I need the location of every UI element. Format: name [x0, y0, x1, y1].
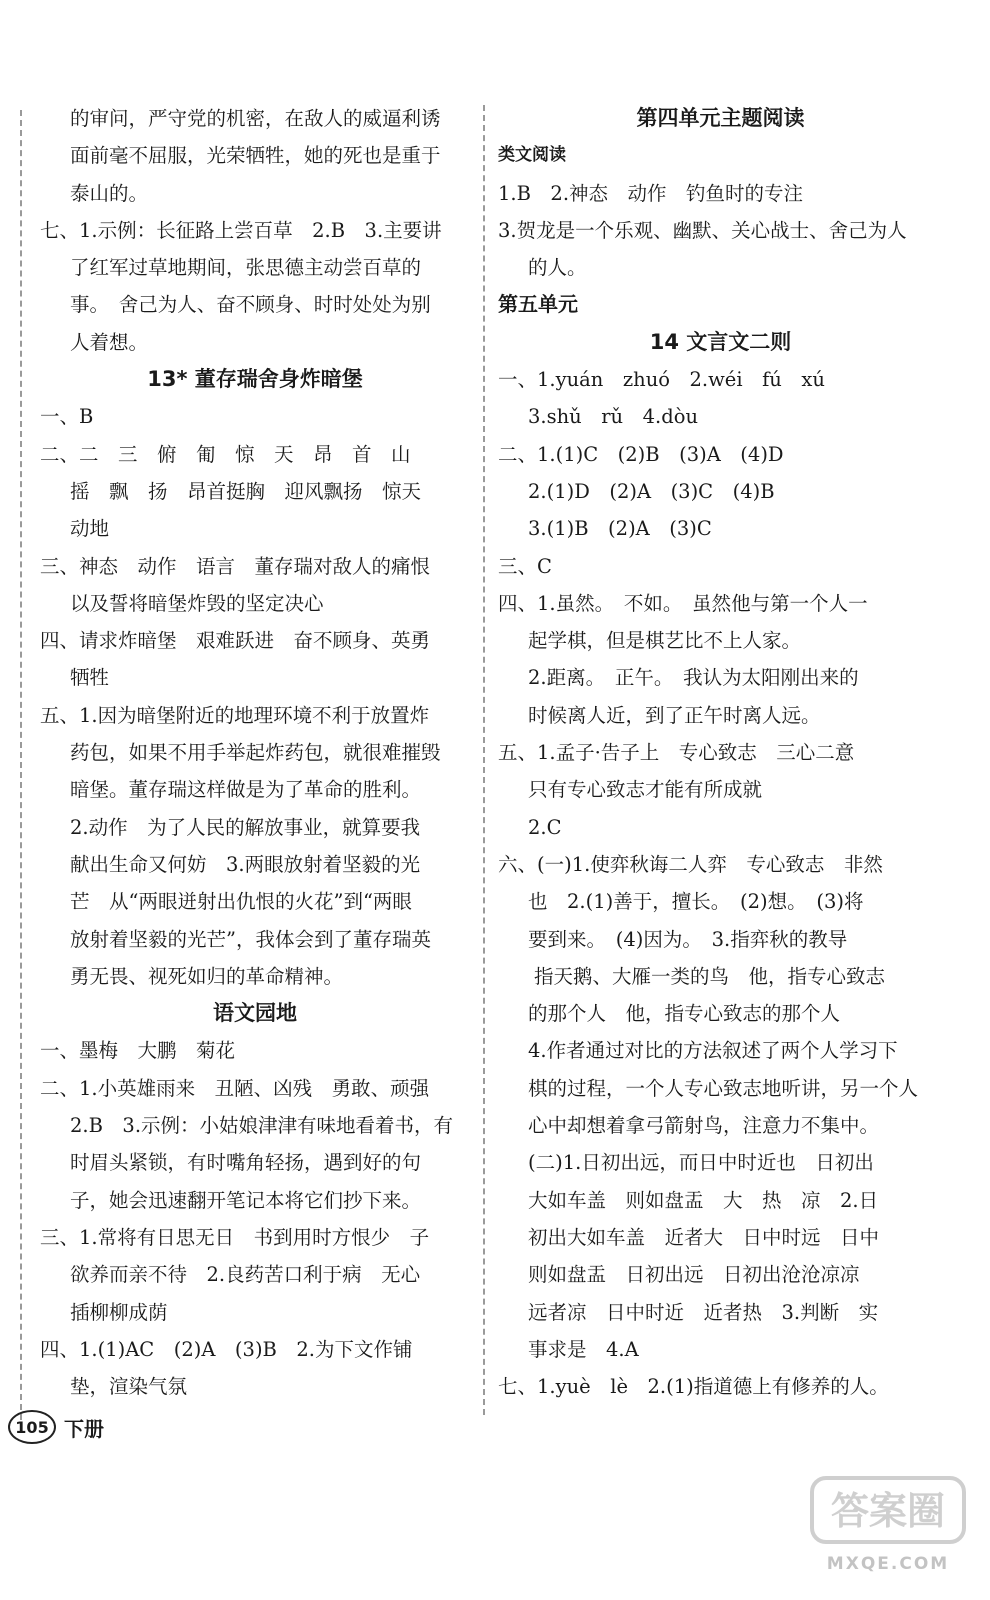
- unit-heading: 第五单元: [498, 292, 578, 317]
- answer-line: 3.贺龙是一个乐观、幽默、关心战士、舍己为人: [498, 218, 907, 242]
- answer-line: 远者凉 日中时近 近者热 3.判断 实: [528, 1300, 879, 1324]
- answer-line: 子，她会迅速翻开笔记本将它们抄下来。: [70, 1188, 422, 1212]
- answer-line: 的那个人 他，指专心致志的那个人: [528, 1002, 841, 1026]
- answer-line: 泰山的。: [70, 181, 149, 205]
- answer-line: 2.(1)D (2)A (3)C (4)B: [528, 479, 775, 503]
- site-watermark: [808, 1470, 968, 1574]
- answer-line: 二、1.(1)C (2)B (3)A (4)D: [498, 442, 784, 466]
- answer-line: 棋的过程，一个人专心致志地听讲，另一个人: [528, 1076, 919, 1100]
- answer-line: 暗堡。董存瑞这样做是为了革命的胜利。: [70, 778, 422, 802]
- answer-line: 2.动作 为了人民的解放事业，就算要我: [70, 815, 421, 839]
- page-number: 105: [15, 1417, 49, 1437]
- answer-line: 则如盘盂 日初出远 日初出沧沧凉凉: [528, 1263, 860, 1287]
- answer-line: 摇 飘 扬 昂首挺胸 迎风飘扬 惊天: [70, 479, 422, 503]
- watermark-logo-text: 答案圈: [830, 1489, 946, 1533]
- answer-line: 四、请求炸暗堡 艰难跃进 奋不顾身、英勇: [40, 629, 431, 653]
- answer-line: 大如车盖 则如盘盂 大 热 凉 2.日: [528, 1188, 879, 1212]
- answer-line: 插柳柳成荫: [70, 1300, 168, 1324]
- answer-line: 面前毫不屈服，光荣牺牲，她的死也是重于: [70, 144, 441, 168]
- answer-line: 三、1.常将有日思无日 书到用时方恨少 子: [40, 1225, 430, 1249]
- section-title: 语文园地: [213, 1001, 297, 1026]
- right-column: [498, 100, 943, 1405]
- answer-line: 事求是 4.A: [528, 1337, 639, 1361]
- answer-line: 1.B 2.神态 动作 钓鱼时的专注: [498, 181, 804, 205]
- answer-line: 一、墨梅 大鹏 菊花: [40, 1039, 236, 1063]
- answer-line: 五、1.孟子·告子上 专心致志 三心二意: [498, 741, 855, 765]
- answer-line: 人着想。: [70, 330, 149, 354]
- answer-line: 三、C: [498, 554, 552, 578]
- answer-line: 牺牲: [70, 666, 110, 690]
- section-title: 第四单元主题阅读: [636, 106, 805, 130]
- answer-line: 3.(1)B (2)A (3)C: [528, 517, 712, 541]
- answer-line: 事。 舍己为人、奋不顾身、时时处处为别: [70, 293, 431, 317]
- answer-line: 以及誓将暗堡炸毁的坚定决心: [70, 591, 324, 615]
- answer-line: 2.C: [528, 815, 562, 839]
- answer-line: 2.B 3.示例：小姑娘津津有味地看着书，有: [70, 1114, 454, 1138]
- answer-line: 四、1.(1)AC (2)A (3)B 2.为下文作铺: [40, 1337, 413, 1361]
- answer-line: 一、B: [40, 405, 94, 429]
- answer-line: 勇无畏、视死如归的革命精神。: [70, 964, 344, 988]
- answer-line: 时眉头紧锁，有时嘴角轻扬，遇到好的句: [70, 1151, 422, 1175]
- answer-line: 只有专心致志才能有所成就: [528, 778, 763, 802]
- answer-line: 2.距离。 正午。 我认为太阳刚出来的: [528, 666, 859, 690]
- answer-line: 了红军过草地期间，张思德主动尝百草的: [70, 256, 422, 280]
- volume-label: 下册: [64, 1416, 104, 1441]
- page-number-badge: [8, 1410, 56, 1444]
- answer-line: 初出大如车盖 近者大 日中时远 日中: [528, 1225, 880, 1249]
- watermark-logo-icon: [808, 1470, 968, 1550]
- answer-line: 二、二 三 俯 匍 惊 天 昂 首 山: [40, 442, 411, 466]
- section-title: 13* 董存瑞舍身炸暗堡: [147, 367, 363, 392]
- binding-margin-line: [20, 110, 22, 1420]
- answer-line: 献出生命又何妨 3.两眼放射着坚毅的光: [70, 852, 421, 876]
- answer-line: 垫，渲染气氛: [70, 1375, 188, 1399]
- answer-line: 二、1.小英雄雨来 丑陋、凶残 勇敢、顽强: [40, 1076, 430, 1100]
- answer-line: 放射着坚毅的光芒”，我体会到了董存瑞英: [70, 927, 431, 951]
- answer-line: 欲养而亲不待 2.良药苦口利于病 无心: [70, 1263, 421, 1287]
- left-column: [40, 100, 470, 1405]
- answer-line: 六、(一)1.使弈秋诲二人弈 专心致志 非然: [498, 852, 883, 876]
- answer-line: 心中却想着拿弓箭射鸟，注意力不集中。: [528, 1114, 880, 1138]
- section-title: 14 文言文二则: [649, 329, 792, 354]
- answer-line: 四、1.虽然。 不如。 虽然他与第一个人一: [498, 591, 868, 615]
- answer-line: 七、1.示例：长征路上尝百草 2.B 3.主要讲: [40, 218, 442, 242]
- answer-line: 五、1.因为暗堡附近的地理环境不利于放置炸: [40, 703, 430, 727]
- answer-line: 动地: [70, 517, 110, 541]
- answer-line: 时候离人近，到了正午时离人远。: [528, 703, 821, 727]
- answer-line: 的人。: [528, 256, 587, 280]
- answer-line: 指天鹅、大雁一类的鸟 他，指专心致志: [534, 964, 886, 988]
- answer-line: (二)1.日初出远，而日中时近也 日初出: [528, 1151, 874, 1175]
- answer-line: 药包，如果不用手举起炸药包，就很难摧毁: [70, 741, 441, 765]
- column-divider: [483, 105, 485, 1415]
- answer-line: 的审问，严守党的机密，在敌人的威逼利诱: [70, 107, 441, 130]
- page-footer: [8, 1410, 104, 1444]
- answer-line: 4.作者通过对比的方法叙述了两个人学习下: [528, 1039, 898, 1063]
- answer-line: 芒 从“两眼迸射出仇恨的火花”到“两眼: [70, 890, 412, 914]
- answer-line: 七、1.yuè lè 2.(1)指道德上有修养的人。: [498, 1375, 889, 1399]
- watermark-site-text: MXQE.COM: [826, 1554, 950, 1574]
- answer-line: 要到来。 (4)因为。 3.指弈秋的教导: [528, 927, 848, 951]
- answer-line: 起学棋，但是棋艺比不上人家。: [528, 629, 802, 653]
- subsection-heading: 类文阅读: [498, 145, 566, 166]
- answer-line: 3.shǔ rǔ 4.dòu: [528, 405, 698, 429]
- answer-line: 一、1.yuán zhuó 2.wéi fú xú: [498, 368, 825, 392]
- answer-line: 三、神态 动作 语言 董存瑞对敌人的痛恨: [40, 554, 431, 578]
- answer-line: 也 2.(1)善于，擅长。 (2)想。 (3)将: [528, 890, 864, 914]
